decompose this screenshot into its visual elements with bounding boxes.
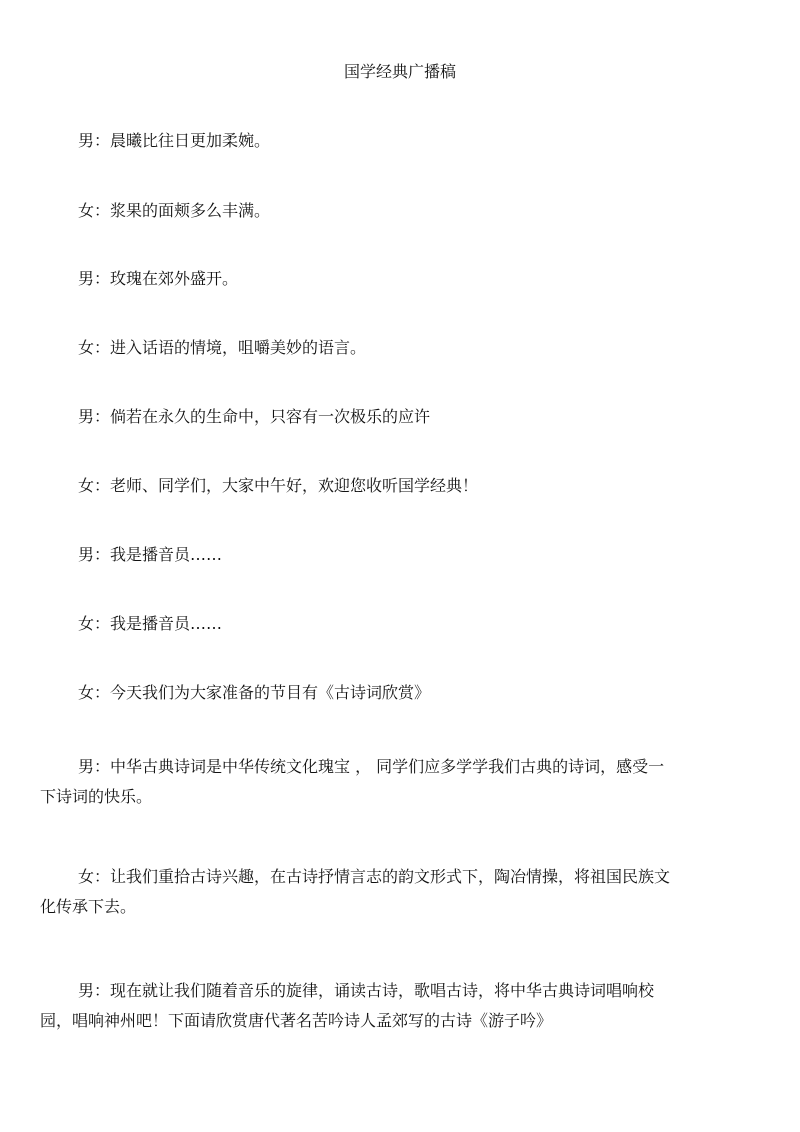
paragraph: 男：中华古典诗词是中华传统文化瑰宝 ， 同学们应多学学我们古典的诗词，感受一下诗词的快乐。 [40,757,665,806]
paragraph: 男：现在就让我们随着音乐的旋律，诵读古诗，歌唱古诗，将中华古典诗词唱响校园，唱响神州吧！下面请欣赏唐代著名苦吟诗人孟郊写的古诗《游子吟》 [40,981,655,1030]
paragraph: 男：倘若在永久的生命中，只容有一次极乐的应许 [78,407,431,426]
paragraph: 女：浆果的面颊多么丰满。 [78,201,271,220]
paragraph: 男：晨曦比往日更加柔婉。 [78,131,271,150]
paragraph: 男：我是播音员…… [78,545,223,564]
paragraph: 男：玫瑰在郊外盛开。 [78,269,239,288]
paragraph: 女：让我们重拾古诗兴趣，在古诗抒情言志的韵文形式下，陶冶情操，将祖国民族文化传承下去。 [40,867,671,916]
paragraph: 女：老师、同学们，大家中午好，欢迎您收听国学经典！ [78,476,479,495]
paragraph: 女：进入话语的情境，咀嚼美妙的语言。 [78,338,367,357]
document-title: 国学经典广播稿 [343,62,456,81]
paragraph: 女：今天我们为大家准备的节目有《古诗词欣赏》 [78,683,431,702]
paragraph: 女：我是播音员…… [78,614,223,633]
